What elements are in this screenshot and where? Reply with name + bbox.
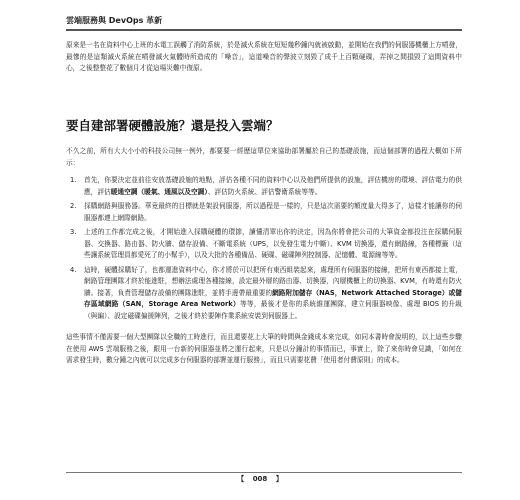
footer-rule [66, 472, 462, 473]
lead-paragraph: 不久之前，所有大大小小的科技公司無一例外，都要要一經歷這單位來協助部署屬於自己的基礎設施，而這個部署的過程大概如下所示： [66, 147, 462, 167]
page-footer [0, 466, 520, 485]
list-item-number: 4. [70, 265, 77, 274]
list-item-number: 3. [70, 228, 77, 236]
list-item [66, 227, 462, 262]
bold-term: 網路附加儲存（NAS，Network Attached Storage）或儲存區域網路（SAN，Storage Area Network） [84, 288, 462, 308]
list-item-text: 採購網路與服務器。華竟最終的目標就是架設伺服器，所以過程是一樣的，只是這次需要的額度量大得多了，這樣才能讓你的伺服器都連上網際網路。 [84, 202, 462, 222]
list-item-text: 首先，你要決定並前往安放基礎設施的地點，評估各種不同的資料中心以及他們所提供的設施，評估機房的環境、評估電力的供應，評估暖通空調（暖氣、通風以及空調）、評估防火系統、評估警衛系統等等。 [84, 176, 462, 196]
list-item [66, 201, 462, 224]
list-item-text: 上述的工作都完成之後，才開始進入採購硬體的環節，讀懂清單出你的決定，因為你將會把公司的大筆資金都投注在採購伺服器、交換器、路由器、防火牆、儲存設備、不斷電系統（UPS，以免發生電力中斷）、KVM 切換器，還有網路線，各種標籤（這些讓系統管理員都愛死了的小幫手），以及大批的各種備品、硬碟、磁碟陣列控制器、記憶體、電源線等等。 [84, 228, 462, 259]
page-number: 【 008 】 [231, 475, 289, 483]
section-heading: 要自建部署硬體設施？還是投入雲端？ [66, 118, 279, 133]
page-body [66, 40, 462, 367]
bold-term: 暖通空調（暖氣、通風以及空調） [110, 187, 208, 196]
intro-paragraph: 原來是一名在資料中心上班的水電工誤觸了消防系統，於是滅火系統在短短幾秒鐘內就被啟動，並開始在我們的伺服器機櫃上方噴發，最慘的是這類滅火系統在噴發滅火氣體時所造成的「噪音」，這道噪音的聲波立刻毀了成千上百顆硬碟，弄掉之間損毀了這間資料中心，之後整整花了數個月才從這場災難中復原。 [66, 41, 462, 72]
list-item [66, 265, 462, 323]
list-item-number: 2. [70, 202, 77, 210]
closing-paragraph: 這些事情不僅需要一個大型團隊以全職的工時進行，而且還要花上大筆的時間與金錢成本來完成，如同本書時會說明的，以上這些步驟在使用 AWS 雲端服務之後，跟用一台新的伺服器並將之運行起來，只是以分鐘計的事情而已，事實上，除了來你時會見識，「如何在需求發生時，數分鐘之內就可以完成多台伺服器的部署並運行服務」，而且只需要花費「使用者付費原則」的成本。 [66, 333, 462, 364]
running-header [66, 8, 462, 31]
running-header-title: 雲端服務與 DevOps 革新 [66, 16, 163, 25]
list-item [66, 175, 462, 198]
list-item-text: 這時，硬體採購好了，也都運進資料中心，你才將於可以把所有東西組裝起來，處理所有伺服器的接線，把所有東西都接上電，網路管理團隊才終於能進駐，想辦法處理各種接線，設定最外層的路由器、切換器，內層機櫃上的切換器、KVM，有時還有防火牆。接著，負責管理儲存設備的團隊進駐，並將手邊帶最重要的網路附加儲存（NAS，Network Attached Storage）或儲存區域網路（SAN，Storage Area Network）等等，最後才是你的系統維運團隊，建立伺服器映像、處理 BIOS 的升級（與編）、設定磁碟偏援陣列，之後才終於要陣作業系統安裝到伺服器上。 [84, 265, 462, 320]
steps-list [66, 175, 462, 322]
list-item-number: 1. [70, 176, 77, 184]
